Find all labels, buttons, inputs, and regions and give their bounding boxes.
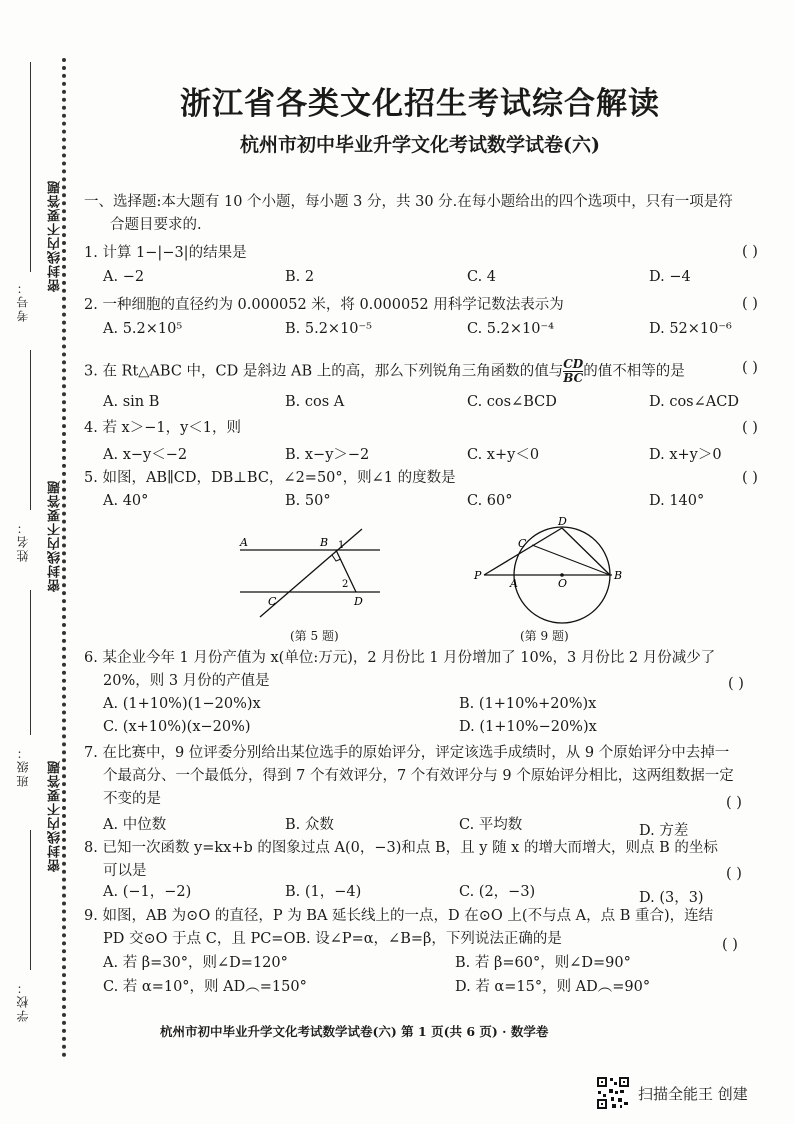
q6-option-b: B. (1+10%+20%)x: [459, 696, 597, 712]
q3-option-d: D. cos∠ACD: [649, 394, 739, 410]
q1-option-c: C. 4: [467, 269, 497, 285]
q9-answer-blank: ( ): [722, 937, 738, 953]
fig9-line-cb: [532, 545, 610, 575]
fig9-label-d: D: [558, 515, 567, 528]
fig9-label-o: O: [558, 577, 568, 590]
q7-stem-line1: 7. 在比赛中，9 位评委分别给出某位选手的原始评分，评定该选手成绩时，从 9 个原始评分中去掉一: [84, 745, 730, 761]
figure-5-caption: (第 5 题): [290, 629, 339, 643]
q6-stem-line1: 6. 某企业今年 1 月份产值为 x(单位:万元)，2 月份比 1 月份增加了 10%，3 月份比 2 月份减少了: [84, 650, 716, 666]
q2-option-a: A. 5.2×10⁵: [103, 321, 183, 337]
q7-option-b: B. 众数: [285, 817, 334, 833]
q2-option-c: C. 5.2×10⁻⁴: [467, 321, 554, 337]
exam-number-label: 考号：: [16, 280, 30, 322]
q1-stem: 1. 计算 1−|−3|的结果是: [84, 245, 247, 261]
class-line: [30, 590, 31, 735]
fig5-label-a: A: [240, 536, 248, 549]
q8-option-d: D. (3，3): [639, 890, 704, 906]
q3-fraction: [563, 358, 583, 385]
q7-answer-blank: ( ): [726, 795, 742, 811]
q8-option-b: B. (1，−4): [285, 884, 362, 900]
q8-answer-blank: ( ): [726, 866, 742, 882]
page-title: 浙江省各类文化招生考试综合解读: [180, 86, 660, 122]
q1-option-b: B. 2: [285, 269, 315, 285]
section-heading-cont: 合题目要求的.: [110, 217, 202, 233]
q2-option-d: D. 52×10⁻⁶: [649, 321, 732, 337]
q3-stem-pre: 3. 在 Rt△ABC 中，CD 是斜边 AB 上的高，那么下列锐角三角函数的值与: [84, 363, 564, 380]
seal-warning-1: 密封线内不要答题: [48, 180, 63, 292]
fig5-label-b: B: [320, 536, 329, 549]
q9-option-d: D. 若 α=15°，则 AD︵=90°: [455, 979, 651, 995]
q8-option-c: C. (2，−3): [459, 884, 536, 900]
q3-option-c: C. cos∠BCD: [467, 394, 557, 410]
q1-answer-blank: ( ): [742, 244, 758, 260]
q2-answer-blank: ( ): [742, 296, 758, 312]
q1-option-d: D. −4: [649, 269, 691, 285]
q3-frac-den: BC: [563, 371, 584, 385]
q3-stem: [84, 358, 685, 385]
q3-frac-num: CD: [563, 357, 584, 371]
q5-option-a: A. 40°: [103, 493, 149, 509]
q8-stem-line1: 8. 已知一次函数 y=kx+b 的图象过点 A(0，−3)和点 B，且 y 随 x 的增大而增大，则点 B 的坐标: [84, 840, 718, 856]
q3-answer-blank: ( ): [742, 360, 758, 376]
q9-option-b: B. 若 β=60°，则∠D=90°: [455, 955, 631, 971]
q8-stem-line2: 可以是: [103, 863, 147, 879]
q9-stem-line1: 9. 如图，AB 为⊙O 的直径，P 为 BA 延长线上的一点，D 在⊙O 上(不与点 A，点 B 重合)，连结: [84, 908, 714, 924]
q9-option-c: C. 若 α=10°，则 AD︵=150°: [103, 979, 307, 995]
fig5-label-2: 2: [342, 579, 349, 590]
binding-margin: [0, 0, 70, 1090]
q4-option-a: A. x−y＜−2: [103, 447, 188, 463]
q6-option-d: D. (1+10%−20%)x: [459, 719, 597, 735]
figure-5: [230, 525, 390, 625]
fig9-label-a: A: [510, 577, 518, 590]
fig9-line-pd: [484, 528, 562, 575]
q7-option-d: D. 方差: [639, 823, 689, 839]
q3-stem-post: 的值不相等的是: [583, 363, 685, 380]
q6-stem-line2: 20%，则 3 月份的产值是: [103, 673, 270, 689]
figure-9: [470, 512, 630, 630]
page-subtitle: 杭州市初中毕业升学文化考试数学试卷(六): [240, 134, 600, 156]
q4-stem: 4. 若 x＞−1，y＜1，则: [84, 420, 242, 436]
q6-option-c: C. (x+10%)(x−20%): [103, 719, 251, 735]
q7-option-a: A. 中位数: [103, 817, 167, 833]
q6-answer-blank: ( ): [728, 676, 744, 692]
name-label: 姓名：: [16, 520, 30, 562]
name-line: [30, 350, 31, 510]
section-heading: 一、选择题:本大题有 10 个小题，每小题 3 分，共 30 分.在每小题给出的四个选项中，只有一项是符: [84, 194, 733, 210]
q5-answer-blank: ( ): [742, 470, 758, 486]
q7-stem-line2: 个最高分、一个最低分，得到 7 个有效评分，7 个有效评分与 9 个原始评分相比，这两组数据一定: [103, 768, 734, 784]
fig5-label-c: C: [268, 595, 277, 608]
q9-option-a: A. 若 β=30°，则∠D=120°: [103, 955, 288, 971]
q4-option-b: B. x−y＞−2: [285, 447, 370, 463]
school-label: 学校：: [16, 980, 30, 1022]
q4-answer-blank: ( ): [742, 420, 758, 436]
figure-9-caption: (第 9 题): [520, 629, 569, 643]
fig5-label-1: 1: [338, 540, 345, 551]
page-footer: 杭州市初中毕业升学文化考试数学试卷(六) 第 1 页(共 6 页) · 数学卷: [160, 1024, 549, 1039]
q4-option-c: C. x+y＜0: [467, 447, 540, 463]
q8-option-a: A. (−1，−2): [103, 884, 192, 900]
class-label: 班级：: [16, 745, 30, 787]
fig9-label-p: P: [474, 569, 482, 582]
q2-stem: 2. 一种细胞的直径约为 0.000052 米，将 0.000052 用科学记数法表示为: [84, 297, 564, 313]
seal-warning-3: 密封线内不要答题: [48, 760, 63, 872]
q5-option-b: B. 50°: [285, 493, 331, 509]
q7-option-c: C. 平均数: [459, 817, 523, 833]
fig9-label-c: C: [518, 537, 527, 550]
q3-option-a: A. sin B: [103, 394, 160, 410]
q5-stem: 5. 如图，AB∥CD，DB⊥BC，∠2=50°，则∠1 的度数是: [84, 470, 456, 486]
q6-option-a: A. (1+10%)(1−20%)x: [103, 696, 261, 712]
exam-number-line: [30, 62, 31, 272]
seal-warning-2: 密封线内不要答题: [48, 480, 63, 592]
school-line: [30, 830, 31, 970]
q1-option-a: A. −2: [103, 269, 145, 285]
scanner-watermark: 扫描全能王 创建: [638, 1085, 748, 1103]
fig9-label-b: B: [614, 569, 623, 582]
q9-stem-line2: PD 交⊙O 于点 C，且 PC=OB. 设∠P=α，∠B=β，下列说法正确的是: [103, 931, 562, 947]
fig9-line-db: [562, 528, 610, 575]
q2-option-b: B. 5.2×10⁻⁵: [285, 321, 372, 337]
q5-option-c: C. 60°: [467, 493, 513, 509]
fig5-label-d: D: [354, 595, 363, 608]
q3-option-b: B. cos A: [285, 394, 345, 410]
q5-option-d: D. 140°: [649, 493, 705, 509]
q4-option-d: D. x+y＞0: [649, 447, 722, 463]
q7-stem-line3: 不变的是: [103, 791, 161, 807]
qr-code-icon: [596, 1076, 630, 1110]
